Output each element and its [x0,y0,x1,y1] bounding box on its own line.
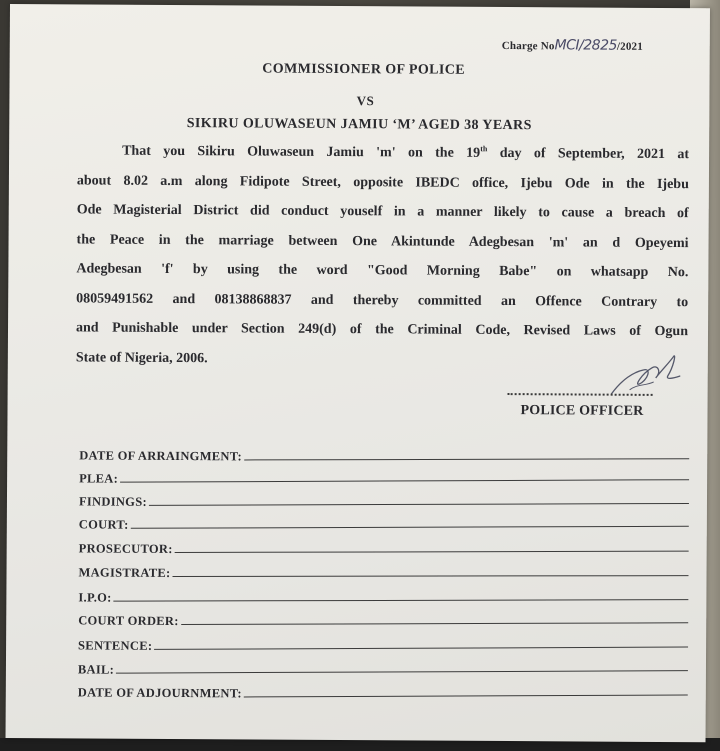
field-fill-line [114,599,689,602]
field-fill-line [116,670,688,673]
charge-line-4: the Peace in the marriage between One Akintunde Adegbesan 'm' an d Opeyemi [76,231,689,251]
field-label: DATE OF ARRAINGMENT: [79,448,243,464]
charge-number-year: /2021 [616,40,644,53]
field-plea [79,465,689,489]
charge-line-8: State of Nigeria, 2006. [75,349,208,366]
field-court [79,511,689,535]
field-label: COURT: [78,517,129,532]
field-fill-line [175,551,689,553]
signature-dotted-line [508,393,653,396]
field-date-of-arraignment [79,442,689,466]
field-ipo [78,584,688,608]
charge-line-1b: day of September, 2021 at [487,145,690,163]
charge-line-1-sup: th [480,144,488,154]
field-label: PLEA: [79,471,119,486]
signature-scribble [604,350,684,400]
field-findings [79,488,689,512]
field-fill-line [149,503,689,506]
field-fill-line [181,622,688,625]
field-magistrate [78,559,688,583]
charge-number-label: Charge No [501,40,555,53]
charge-line-6: 08059491562 and 08138868837 and thereby committed an Offence Contrary to [76,290,689,310]
charge-sheet-document [6,4,710,742]
field-sentence [78,632,688,656]
police-officer-title: POLICE OFFICER [520,403,644,419]
charge-line-2: about 8.02 a.m along Fidipote Street, opposite IBEDC office, Ijebu Ode in the Ijebu [76,172,689,192]
field-court-order [78,607,688,631]
charge-line-1a: That you Sikiru Oluwaseun Jamiu 'm' on the 19 [122,143,481,161]
charge-number [502,37,643,54]
charge-line-3: Ode Magisterial District did conduct youself in a manner likely to cause a breach of [76,202,689,222]
field-fill-line [244,695,688,698]
field-label: PROSECUTOR: [78,541,173,557]
field-label: FINDINGS: [78,494,147,509]
charge-line-5: Adegbesan 'f' by using the word "Good Morning Babe" on whatsapp No. [76,261,689,281]
field-prosecutor [79,535,689,559]
field-label: DATE OF ADJOURNMENT: [77,685,242,701]
heading-versus: VS [356,93,375,109]
field-label: I.P.O: [78,590,112,605]
field-label: BAIL: [77,662,115,677]
charge-line-7: and Punishable under Section 249(d) of the Criminal Code, Revised Laws of Ogun [75,320,689,340]
field-fill-line [244,458,689,460]
heading-defendant: SIKIRU OLUWASEUN JAMIU ‘M’ AGED 38 YEARS [186,116,532,134]
charge-line-1 [77,136,689,169]
field-fill-line [131,526,689,529]
heading-commissioner: COMMISSIONER OF POLICE [262,61,466,78]
charge-statement [76,136,689,376]
court-record-fields [77,442,689,701]
field-label: SENTENCE: [78,638,153,653]
field-bail [78,656,688,680]
charge-number-handwritten: MCI/2825 [554,37,617,54]
field-label: MAGISTRATE: [78,565,171,580]
field-label: COURT ORDER: [78,613,179,629]
field-fill-line [172,575,688,577]
field-fill-line [120,479,689,482]
field-fill-line [154,647,688,650]
field-date-of-adjournment [78,679,688,703]
